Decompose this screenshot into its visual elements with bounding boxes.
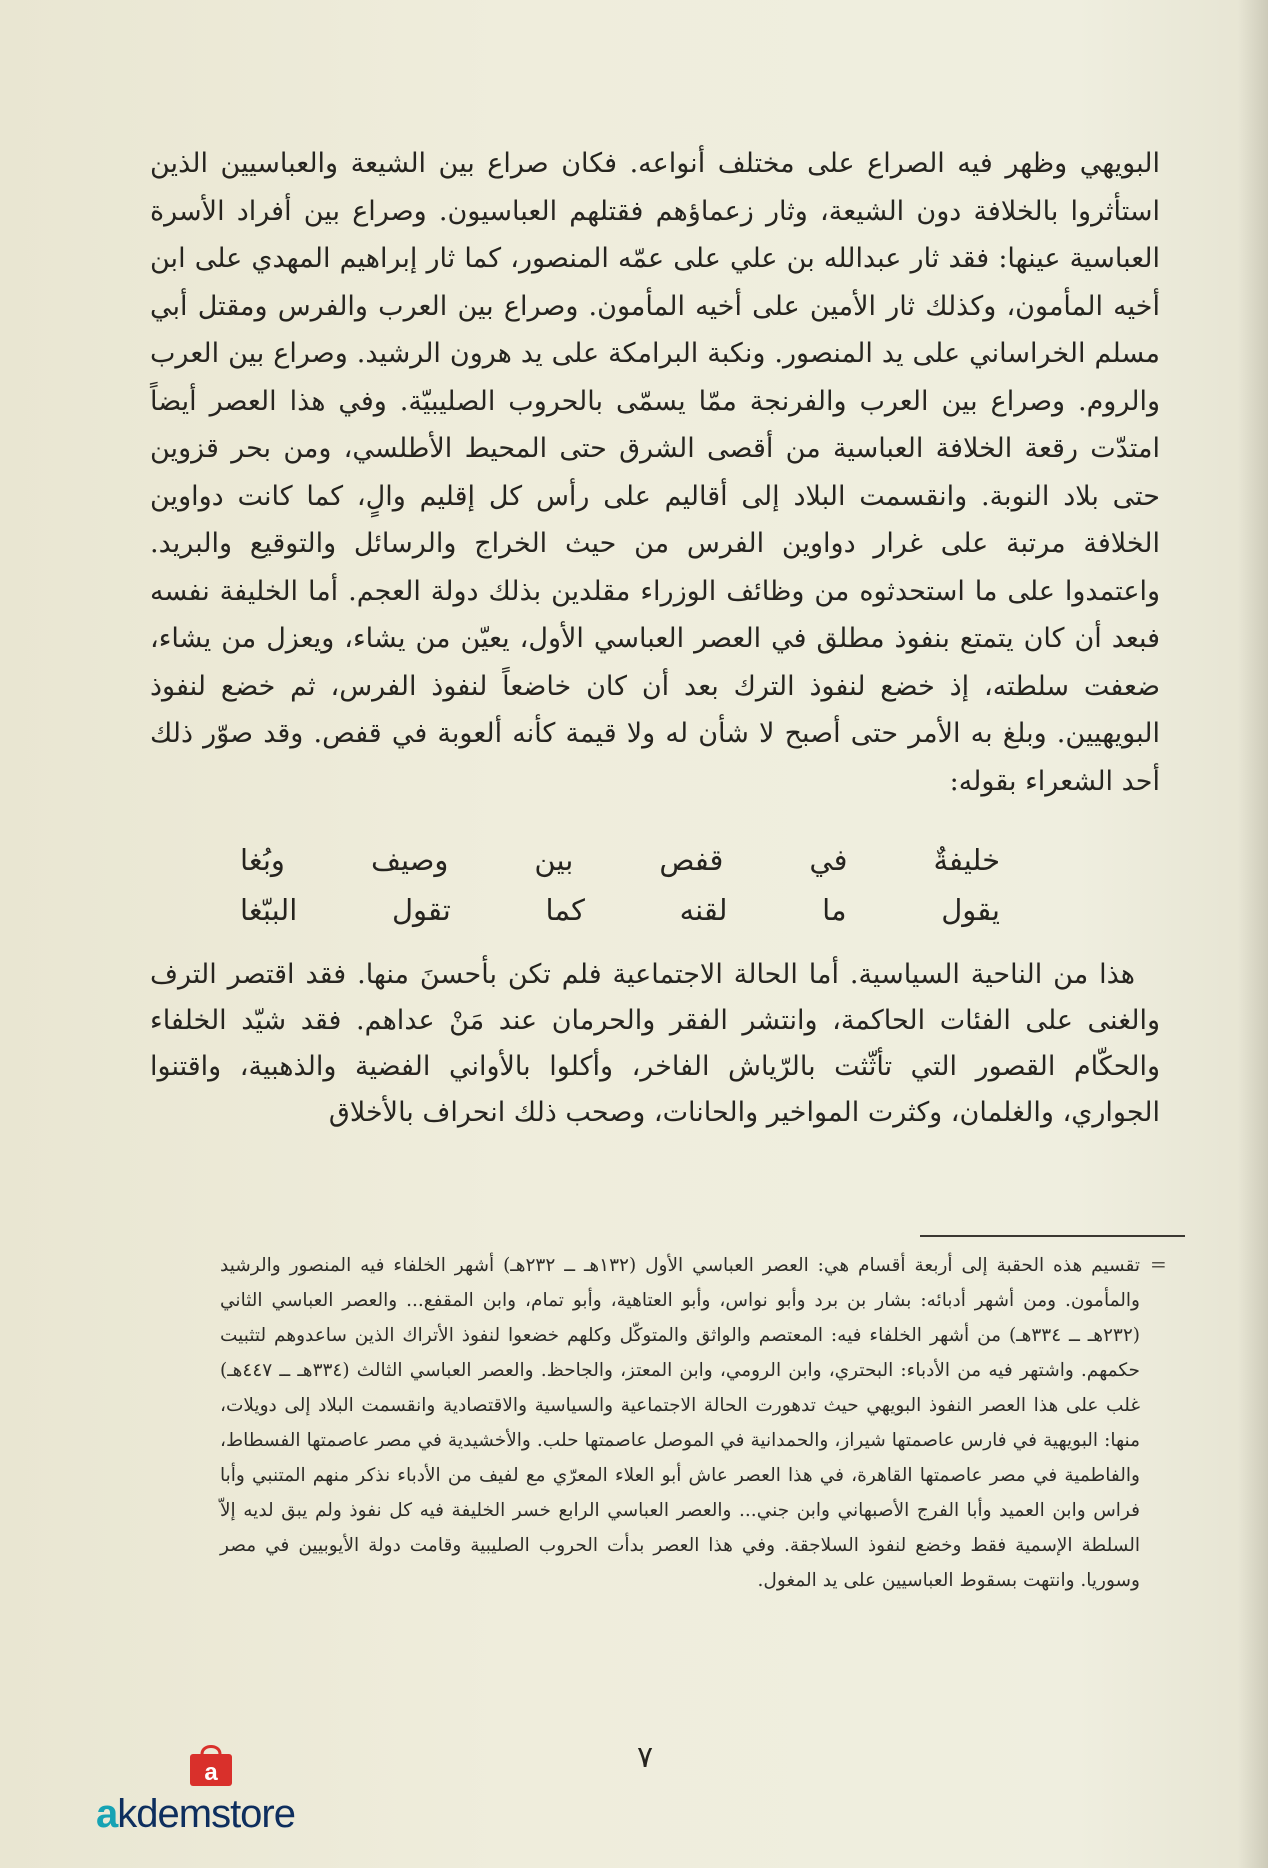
akdemstore-watermark [96,1740,336,1840]
poem-verse [240,835,1000,935]
verse-word: وصيف [370,843,449,877]
verse-word: كما [545,893,585,927]
logo-wordmark [96,1792,336,1837]
second-text-block [150,952,1160,1136]
bag-letter: a [204,1759,218,1786]
verse-word: وبُغا [240,843,285,877]
footnote-separator [920,1235,1185,1237]
verse-word: قفص [659,843,724,877]
logo-text-rest: kdemstore [117,1792,295,1836]
verse-line-1 [240,835,1000,885]
verse-word: يقول [941,893,1000,927]
verse-word: الببّغا [240,893,298,927]
main-text-block [150,140,1160,805]
footnote-text: تقسيم هذه الحقبة إلى أربعة أقسام هي: العصر العباسي الأول (١٣٢هـ ــ ٢٣٢هـ) أشهر الخلفاء فيه المنصور والرشيد والمأمون. ومن أشهر أدبائه: بشار بن برد وأبو نواس، وأبو العتاهية، وأبو تمام، وابن المقفع... والعصر العباسي الثاني (٢٣٢هـ ــ ٣٣٤هـ) من أشهر الخلفاء فيه: المعتصم والواثق والمتوكّل وكلهم خضعوا لنفوذ الأتراك الذين ساعدوهم لتثبيت حكمهم. واشتهر فيه من الأدباء: البحتري، وابن الرومي، وابن المعتز، والجاحظ. والعصر العباسي الثالث (٣٣٤هـ ــ ٤٤٧هـ) غلب على هذا العصر النفوذ البويهي حيث تدهورت الحالة الاجتماعية والسياسية والاقتصادية وانقسمت البلاد إلى دويلات، منها: البويهية في فارس عاصمتها شيراز، والحمدانية في الموصل عاصمتها حلب. والأخشيدية في مصر عاصمتها الفسطاط، والفاطمية في مصر عاصمتها القاهرة، في هذا العصر عاش أبو العلاء المعرّي مع لفيف من الأدباء نذكر منهم المتنبي وأبا فراس وابن العميد وأبا الفرج الأصبهاني وابن جني... والعصر العباسي الرابع خسر الخليفة فيه كل نفوذ ولم يبق لديه إلاّ السلطة الإسمية فقط وخضع لنفوذ السلاجقة. وفي هذا العصر بدأت الحروب الصليبية وقامت دولة الأيوبيين في مصر وسوريا. وانتهت بسقوط العباسيين على يد المغول. [220,1255,1141,1591]
verse-word: خليفةٌ [933,843,1000,877]
verse-word: في [809,843,848,877]
footnote [220,1248,1140,1598]
verse-word: تقول [391,893,451,927]
second-paragraph: هذا من الناحية السياسية. أما الحالة الاجتماعية فلم تكن بأحسنَ منها. فقد اقتصر الترف والغنى على الفئات الحاكمة، وانتشر الفقر والحرمان عند مَنْ عداهم. فقد شيّد الخلفاء والحكّام القصور التي تأثّثت بالرّياش الفاخر، وأكلوا بالأواني الفضية والذهبية، واقتنوا الجواري، والغلمان، وكثرت المواخير والحانات، وصحب ذلك انحراف بالأخلاق [150,959,1160,1128]
verse-word: لقنه [679,893,728,927]
page-number: ٧ [636,1740,654,1775]
verse-line-2 [240,885,1000,935]
verse-word: بين [534,843,574,877]
footnote-continuation-mark: = [1150,1252,1167,1276]
shopping-bag-icon [186,1740,236,1788]
main-paragraph: البويهي وظهر فيه الصراع على مختلف أنواعه. فكان صراع بين الشيعة والعباسيين الذين استأثروا بالخلافة دون الشيعة، وثار زعماؤهم فقتلهم العباسيون. وصراع بين أفراد الأسرة العباسية عينها: فقد ثار عبدالله بن علي على عمّه المنصور، كما ثار إبراهيم المهدي على ابن أخيه المأمون، وكذلك ثار الأمين على أخيه المأمون. وصراع بين العرب والفرس ومقتل أبي مسلم الخراساني على يد المنصور. ونكبة البرامكة على يد هرون الرشيد. وصراع بين العرب والروم. وصراع بين العرب والفرنجة ممّا يسمّى بالحروب الصليبيّة. وفي هذا العصر أيضاً امتدّت رقعة الخلافة العباسية من أقصى الشرق حتى المحيط الأطلسي، ومن بحر قزوين حتى بلاد النوبة. وانقسمت البلاد إلى أقاليم على رأس كل إقليم والٍ، كما كانت دواوين الخلافة مرتبة على غرار دواوين الفرس من حيث الخراج والرسائل والتوقيع والبريد. واعتمدوا على ما استحدثوه من وظائف الوزراء مقلدين بذلك دولة العجم. أما الخليفة نفسه فبعد أن كان يتمتع بنفوذ مطلق في العصر العباسي الأول، يعيّن من يشاء، ويعزل من يشاء، ضعفت سلطته، إذ خضع لنفوذ الترك بعد أن كان خاضعاً لنفوذ الفرس، ثم خضع لنفوذ البويهيين. وبلغ به الأمر حتى أصبح لا شأن له ولا قيمة كأنه ألعوبة في قفص. وقد صوّر ذلك أحد الشعراء بقوله: [150,148,1160,797]
verse-word: ما [822,893,847,927]
page-gutter-shadow [1238,0,1268,1868]
logo-letter-a: a [96,1792,118,1836]
